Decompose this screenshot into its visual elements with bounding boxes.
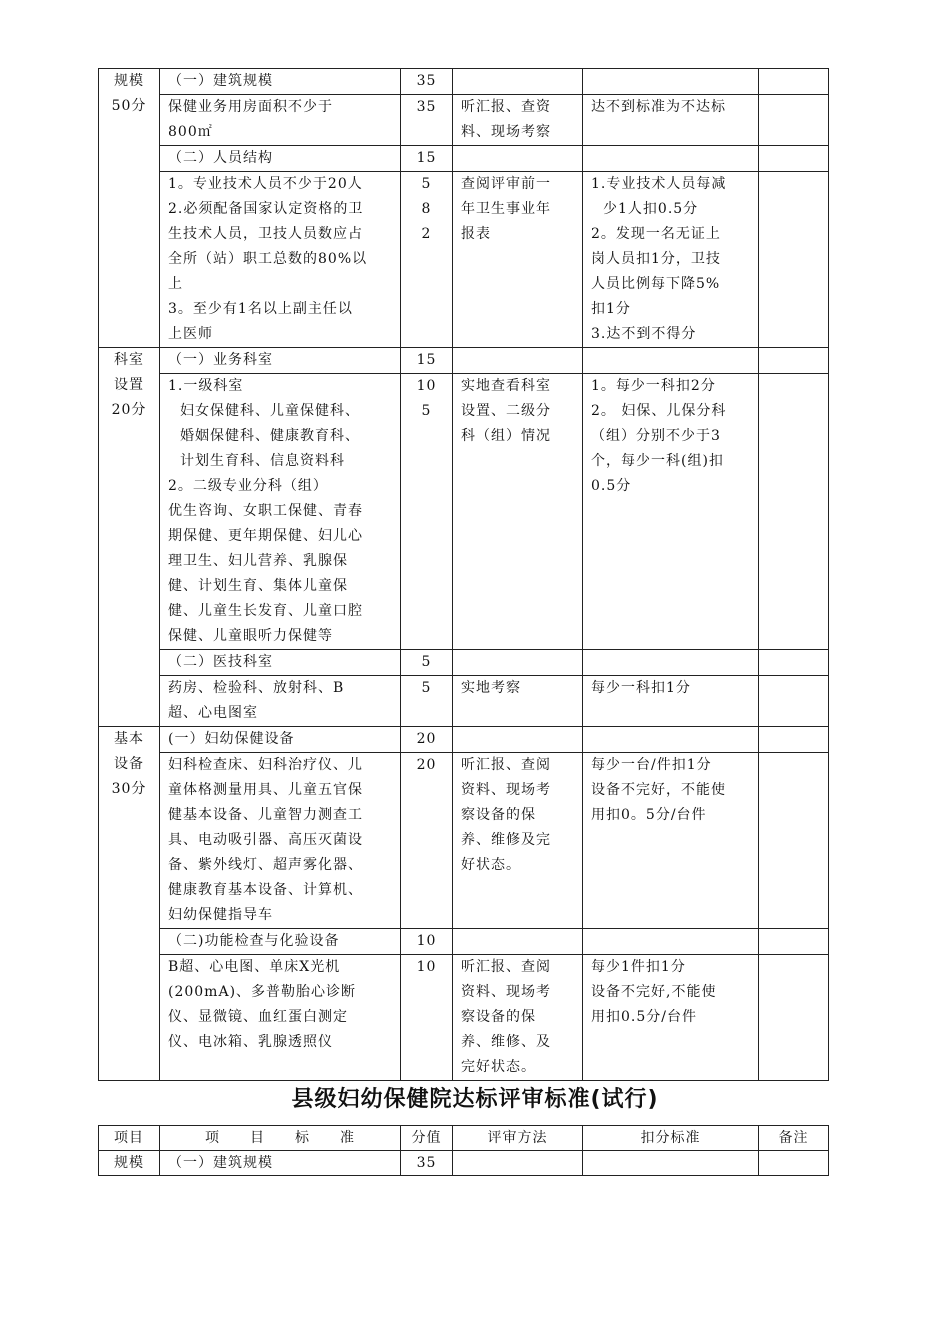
criteria-score-line: 35 (416, 99, 437, 115)
review-method-line: 察设备的保 (461, 807, 536, 823)
criteria-score-line: 8 (421, 201, 432, 217)
criteria-score-line: 5 (421, 176, 432, 192)
criteria-score (401, 955, 453, 1081)
standards-table (98, 68, 829, 1081)
subsection-title: （一）业务科室 (160, 348, 401, 374)
review-method-line: 查阅评审前一 (461, 176, 551, 192)
section-label-line: 50分 (111, 98, 147, 114)
deduction-cell (583, 69, 759, 95)
criteria-score (401, 95, 453, 146)
subsection-score: 20 (401, 727, 453, 753)
deduction-standard (583, 753, 759, 929)
section-label-line: 30分 (111, 781, 147, 797)
criteria-score (401, 753, 453, 929)
note-cell (759, 69, 829, 95)
header-standard: 项 目 标 准 (160, 1126, 401, 1151)
review-method-line: 养、维修及完 (461, 832, 551, 848)
document-title: 县级妇幼保健院达标评审标准(试行) (291, 1087, 659, 1112)
criteria-content-line: 健、儿童生长发育、儿童口腔 (168, 603, 363, 619)
criteria-content-line: 上 (168, 276, 183, 292)
row-method (453, 1151, 583, 1176)
subsection-score: 15 (401, 146, 453, 172)
deduction-standard-line: 1。每少一科扣2分 (591, 378, 716, 394)
method-cell (453, 929, 583, 955)
row-item: 规模 (99, 1151, 160, 1176)
review-method (453, 172, 583, 348)
deduction-standard-line: 岗人员扣1分，卫技 (591, 251, 721, 267)
note-cell (759, 727, 829, 753)
criteria-content-line: 仪、电冰箱、乳腺透照仪 (168, 1034, 333, 1050)
deduction-standard-line: 少1人扣0.5分 (603, 201, 699, 217)
criteria-content (160, 172, 401, 348)
criteria-content-line: 上医师 (168, 326, 213, 342)
criteria-score-line: 20 (416, 757, 437, 773)
deduction-standard-line: 人员比例每下降5% (591, 276, 721, 292)
section-label-line: 科室 (114, 352, 144, 368)
section-label-line: 设备 (114, 756, 144, 772)
subsection-header-row (99, 69, 829, 95)
criteria-content-line: 健、计划生育、集体儿童保 (168, 578, 348, 594)
note-cell (759, 929, 829, 955)
deduction-standard-line: 用扣0.5分/台件 (591, 1009, 697, 1025)
review-method-line: 实地考察 (461, 680, 521, 696)
criteria-score (401, 676, 453, 727)
subsection-score: 5 (401, 650, 453, 676)
criteria-content-line: 健基本设备、儿童智力测查工 (168, 807, 363, 823)
subsection-header-row (99, 146, 829, 172)
deduction-standard (583, 95, 759, 146)
subsection-title: （二)功能检查与化验设备 (160, 929, 401, 955)
subsection-title: （二）人员结构 (160, 146, 401, 172)
section-label-line: 规模 (114, 73, 144, 89)
review-method-line: 实地查看科室 (461, 378, 551, 394)
note-cell (759, 146, 829, 172)
method-cell (453, 348, 583, 374)
deduction-standard (583, 172, 759, 348)
header-deduction: 扣分标准 (583, 1126, 759, 1151)
criteria-content-line: 仪、显微镜、血红蛋白测定 (168, 1009, 348, 1025)
deduction-standard-line: 1.专业技术人员每减 (591, 176, 727, 192)
deduction-standard-line: 设备不完好，不能使 (591, 782, 726, 798)
review-method-line: 料、现场考察 (461, 124, 551, 140)
criteria-score (401, 374, 453, 650)
subsection-score: 15 (401, 348, 453, 374)
criteria-content-line: 生技术人员，卫技人员数应占 (168, 226, 363, 242)
criteria-content-line: B超、心电图、单床X光机 (168, 959, 341, 975)
method-cell (453, 69, 583, 95)
criteria-content-line: 3。至少有1名以上副主任以 (168, 301, 353, 317)
deduction-cell (583, 146, 759, 172)
note-cell (759, 955, 829, 1081)
row-deduction (583, 1151, 759, 1176)
deduction-standard (583, 374, 759, 650)
review-method-line: 年卫生事业年 (461, 201, 551, 217)
review-method-line: 科（组）情况 (461, 428, 551, 444)
deduction-cell (583, 929, 759, 955)
criteria-score-line: 5 (421, 680, 432, 696)
review-method (453, 955, 583, 1081)
deduction-standard-line: 用扣0。5分/台件 (591, 807, 707, 823)
review-method (453, 374, 583, 650)
note-cell (759, 95, 829, 146)
header-row (99, 1126, 829, 1151)
subsection-header-row (99, 348, 829, 374)
header-table (98, 1125, 829, 1176)
deduction-standard-line: 每少1件扣1分 (591, 959, 686, 975)
subsection-score: 35 (401, 69, 453, 95)
criteria-content-line: 优生咨询、女职工保健、青春 (168, 503, 363, 519)
review-method-line: 报表 (461, 226, 491, 242)
subsection-score: 10 (401, 929, 453, 955)
criteria-content-line: 2.必须配备国家认定资格的卫 (168, 201, 364, 217)
note-cell (759, 676, 829, 727)
deduction-cell (583, 727, 759, 753)
review-method (453, 676, 583, 727)
row-note (759, 1151, 829, 1176)
review-method-line: 资料、现场考 (461, 782, 551, 798)
criteria-content-line: 妇科检查床、妇科治疗仪、儿 (168, 757, 363, 773)
criteria-content-line: 1.一级科室 (168, 378, 244, 394)
criteria-content-line: 期保健、更年期保健、妇儿心 (168, 528, 363, 544)
criteria-content-line: 婚姻保健科、健康教育科、 (180, 428, 360, 444)
criteria-content-line: 妇女保健科、儿童保健科、 (180, 403, 360, 419)
subsection-title: （二）医技科室 (160, 650, 401, 676)
criteria-content-line: 1。专业技术人员不少于20人 (168, 176, 363, 192)
subsection-header-row (99, 727, 829, 753)
review-method-line: 完好状态。 (461, 1059, 536, 1075)
criteria-content-line: 800㎡ (168, 124, 213, 140)
review-method-line: 听汇报、查资 (461, 99, 551, 115)
section-label (99, 727, 160, 1081)
review-method-line: 设置、二级分 (461, 403, 551, 419)
criteria-content-line: 备、紫外线灯、超声雾化器、 (168, 857, 363, 873)
note-cell (759, 172, 829, 348)
deduction-standard-line: 达不到标准为不达标 (591, 99, 726, 115)
header-method: 评审方法 (453, 1126, 583, 1151)
criteria-score-line: 2 (421, 226, 432, 242)
deduction-standard-line: 0.5分 (591, 478, 632, 494)
criteria-content-line: 2。二级专业分科（组） (168, 478, 328, 494)
review-method (453, 753, 583, 929)
subsection-header-row (99, 650, 829, 676)
method-cell (453, 727, 583, 753)
deduction-standard-line: 个，每少一科(组)扣 (591, 453, 724, 469)
criteria-content-line: 保健、儿童眼听力保健等 (168, 628, 333, 644)
criteria-row (99, 374, 829, 650)
criteria-content-line: 保健业务用房面积不少于 (168, 99, 333, 115)
section-label-line: 设置 (114, 377, 144, 393)
row-score: 35 (401, 1151, 453, 1176)
note-cell (759, 348, 829, 374)
method-cell (453, 146, 583, 172)
section-label (99, 348, 160, 727)
header-note: 备注 (759, 1126, 829, 1151)
review-method-line: 养、维修、及 (461, 1034, 551, 1050)
criteria-content (160, 95, 401, 146)
criteria-content-line: 理卫生、妇儿营养、乳腺保 (168, 553, 348, 569)
deduction-standard-line: 2。 妇保、儿保分科 (591, 403, 727, 419)
criteria-content-line: 超、心电图室 (168, 705, 258, 721)
review-method (453, 95, 583, 146)
criteria-score-line: 5 (421, 403, 432, 419)
deduction-standard (583, 955, 759, 1081)
criteria-content-line: 妇幼保健指导车 (168, 907, 273, 923)
criteria-row (99, 95, 829, 146)
deduction-standard (583, 676, 759, 727)
criteria-content-line: 健康教育基本设备、计算机、 (168, 882, 363, 898)
header-score: 分值 (401, 1126, 453, 1151)
criteria-row (99, 172, 829, 348)
deduction-standard-line: 每少一台/件扣1分 (591, 757, 712, 773)
criteria-content (160, 753, 401, 929)
criteria-score (401, 172, 453, 348)
method-cell (453, 650, 583, 676)
deduction-standard-line: 2。发现一名无证上 (591, 226, 721, 242)
section-label (99, 69, 160, 348)
criteria-content (160, 676, 401, 727)
section-label-line: 20分 (111, 402, 147, 418)
row-standard: （一）建筑规模 (160, 1151, 401, 1176)
first-data-row (99, 1151, 829, 1176)
review-method-line: 听汇报、查阅 (461, 757, 551, 773)
review-method-line: 听汇报、查阅 (461, 959, 551, 975)
deduction-standard-line: 扣1分 (591, 301, 631, 317)
criteria-content-line: 童体格测量用具、儿童五官保 (168, 782, 363, 798)
deduction-standard-line: （组）分别不少于3 (591, 428, 721, 444)
subsection-title: （一）建筑规模 (160, 69, 401, 95)
criteria-content-line: 全所（站）职工总数的80%以 (168, 251, 368, 267)
criteria-score-line: 10 (416, 378, 437, 394)
deduction-standard-line: 3.达不到不得分 (591, 326, 697, 342)
note-cell (759, 650, 829, 676)
deduction-standard-line: 每少一科扣1分 (591, 680, 691, 696)
note-cell (759, 753, 829, 929)
subsection-header-row (99, 929, 829, 955)
note-cell (759, 374, 829, 650)
criteria-content-line: 计划生育科、信息资料科 (180, 453, 345, 469)
review-method-line: 好状态。 (461, 857, 521, 873)
review-method-line: 资料、现场考 (461, 984, 551, 1000)
criteria-content-line: (200mA)、多普勒胎心诊断 (168, 984, 357, 1000)
header-item: 项目 (99, 1126, 160, 1151)
criteria-score-line: 10 (416, 959, 437, 975)
deduction-cell (583, 650, 759, 676)
deduction-standard-line: 设备不完好,不能使 (591, 984, 717, 1000)
criteria-content (160, 955, 401, 1081)
deduction-cell (583, 348, 759, 374)
review-method-line: 察设备的保 (461, 1009, 536, 1025)
criteria-row (99, 955, 829, 1081)
criteria-content-line: 药房、检验科、放射科、B (168, 680, 345, 696)
criteria-content-line: 具、电动吸引器、高压灭菌设 (168, 832, 363, 848)
criteria-row (99, 676, 829, 727)
section-label-line: 基本 (114, 731, 144, 747)
criteria-row (99, 753, 829, 929)
subsection-title: (一）妇幼保健设备 (160, 727, 401, 753)
criteria-content (160, 374, 401, 650)
